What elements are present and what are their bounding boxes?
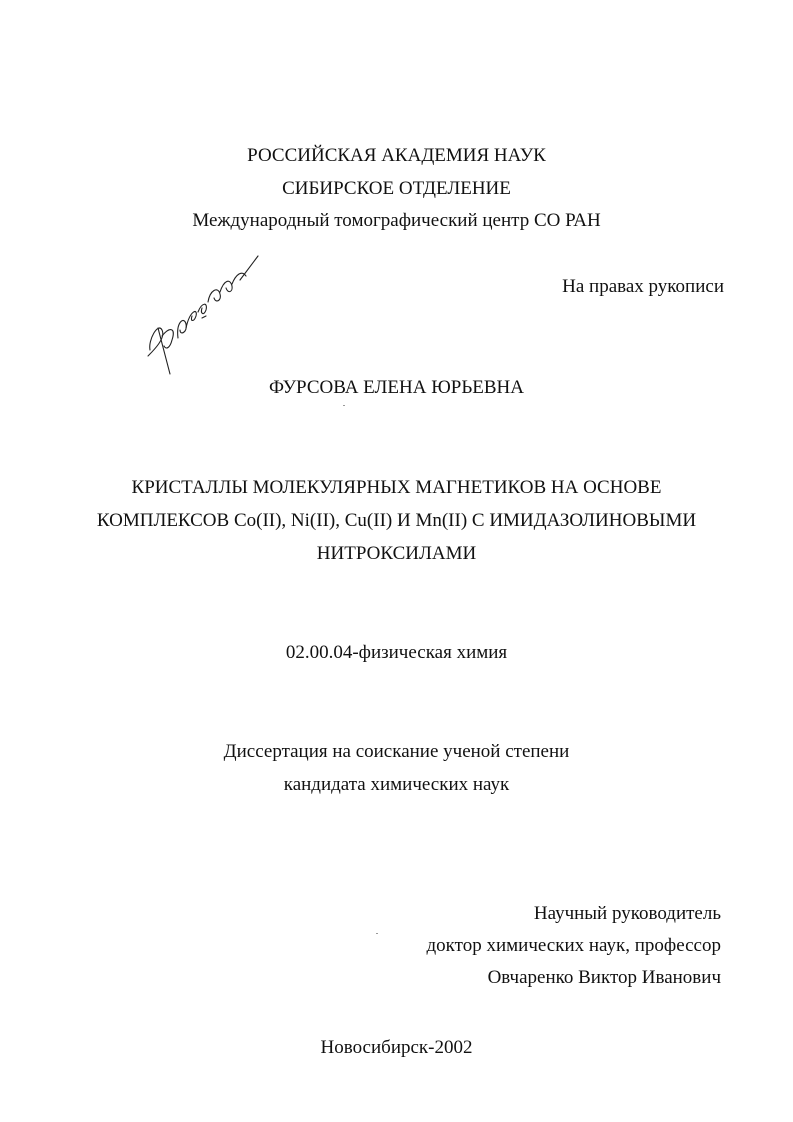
dissertation-title-line-3: НИТРОКСИЛАМИ [316, 543, 477, 564]
dissertation-title-line-1: КРИСТАЛЛЫ МОЛЕКУЛЯРНЫХ МАГНЕТИКОВ НА ОСНОВЕ [131, 477, 662, 498]
place-and-year: Новосибирск-2002 [320, 1037, 473, 1058]
branch-name: СИБИРСКОЕ ОТДЕЛЕНИЕ [282, 178, 511, 199]
scan-speck [343, 405, 345, 406]
specialty-code: 02.00.04-физическая химия [285, 642, 508, 663]
degree-line-2: кандидата химических наук [283, 774, 510, 795]
supervisor-block [427, 898, 721, 994]
supervisor-role: Научный руководитель [533, 903, 721, 924]
degree-line-1: Диссертация на соискание ученой степени [223, 741, 570, 762]
dissertation-title-line-2: КОМПЛЕКСОВ Co(II), Ni(II), Cu(II) И Mn(II) С ИМИДАЗОЛИНОВЫМИ [96, 510, 697, 531]
manuscript-rights-note: На правах рукописи [562, 276, 724, 297]
supervisor-degree: доктор химических наук, профессор [426, 935, 721, 956]
supervisor-name: Овчаренко Виктор Иванович [487, 967, 721, 988]
author-name: ФУРСОВА ЕЛЕНА ЮРЬЕВНА [269, 377, 524, 398]
institution-name: Международный томографический центр СО РАН [192, 210, 601, 231]
handwritten-signature [140, 250, 260, 385]
academy-name: РОССИЙСКАЯ АКАДЕМИЯ НАУК [247, 145, 546, 166]
scan-speck [376, 933, 378, 934]
signature-text: Фурсова [140, 250, 144, 251]
